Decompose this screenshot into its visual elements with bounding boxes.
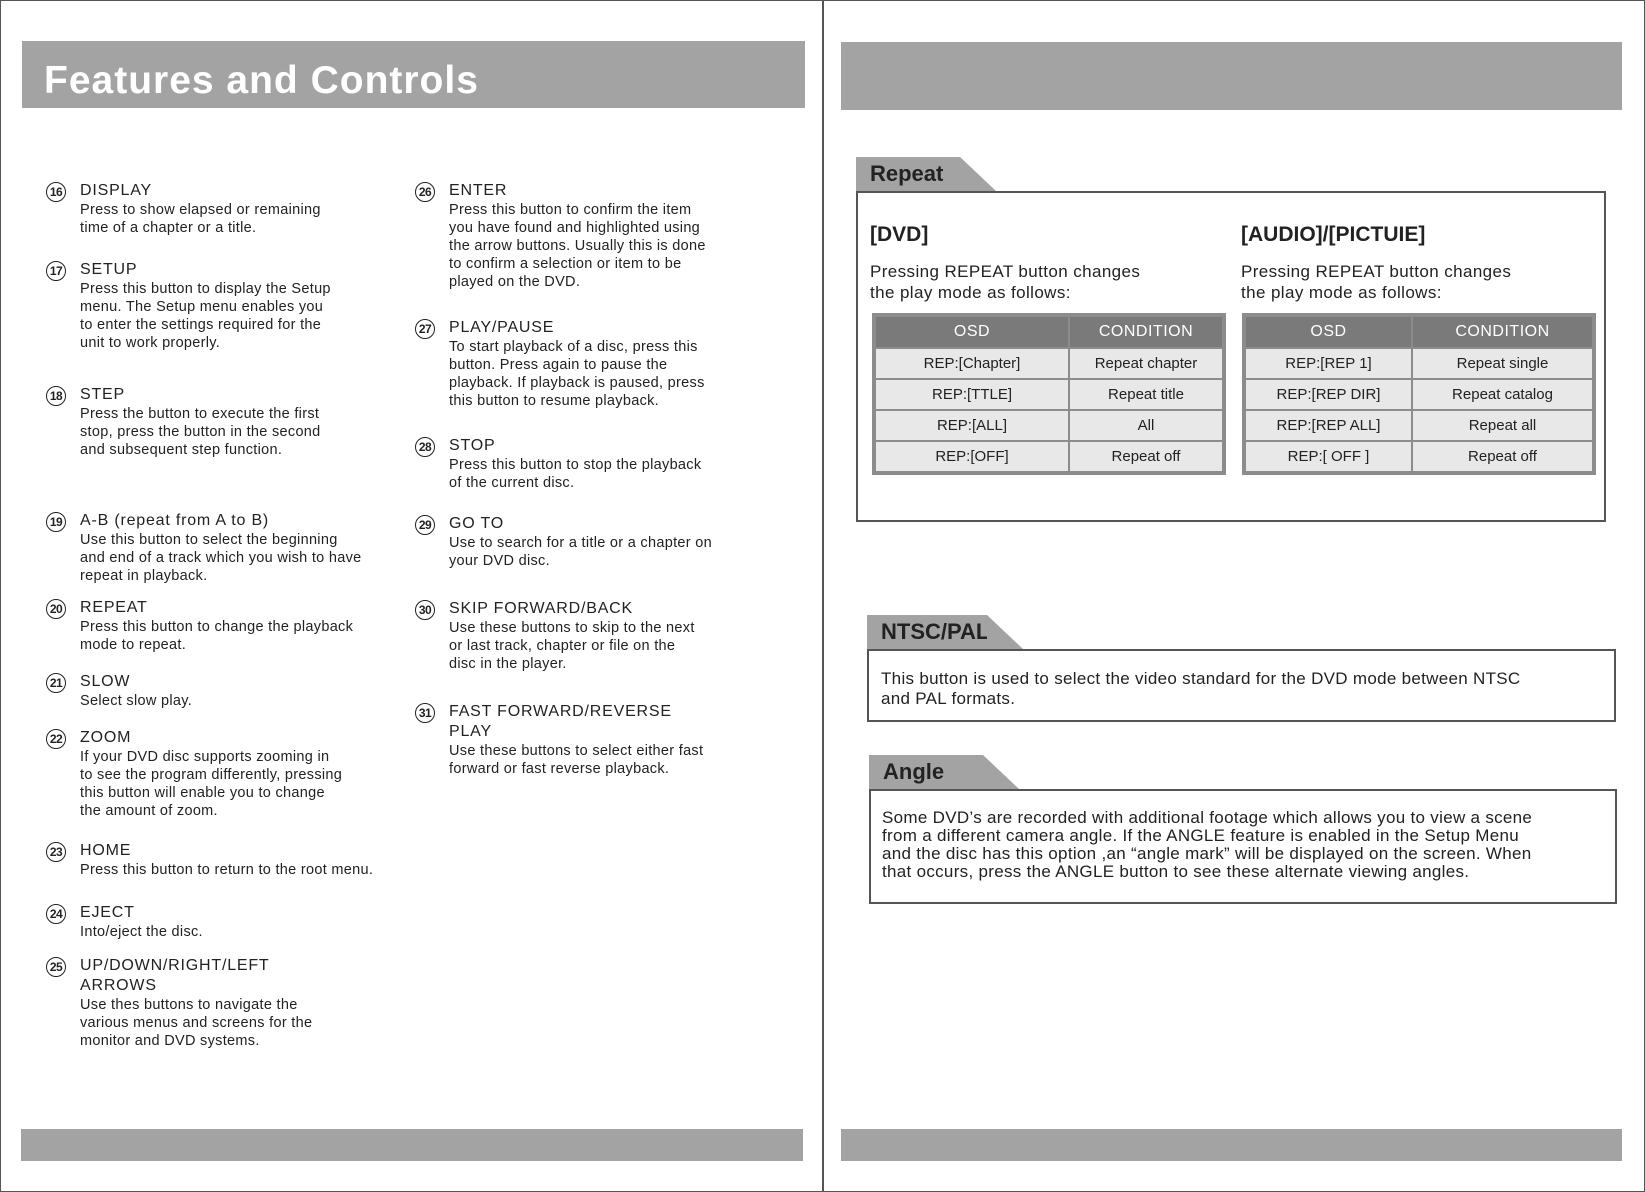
- item-description-line: forward or fast reverse playback.: [449, 761, 670, 777]
- item-number-badge: 20: [46, 599, 66, 619]
- angle-description-line: Some DVD’s are recorded with additional footage which allows you to view a scene: [882, 808, 1533, 827]
- condition-cell: Repeat off: [1070, 442, 1222, 471]
- item-title: UP/DOWN/RIGHT/LEFT ARROWS: [80, 957, 270, 994]
- control-item: [46, 841, 373, 879]
- ntsc-tab: NTSC/PAL: [867, 615, 987, 649]
- angle-tab: Angle: [869, 755, 983, 789]
- table-row: [1246, 349, 1592, 378]
- dvd-description-line: Pressing REPEAT button changes: [870, 262, 1141, 281]
- control-item: [415, 436, 701, 492]
- item-title: PLAY/PAUSE: [449, 319, 555, 336]
- item-title: SLOW: [80, 673, 131, 690]
- repeat-tab: Repeat: [856, 157, 960, 191]
- angle-description: [882, 809, 1532, 881]
- angle-tab-slant: [983, 755, 1019, 789]
- control-item: [415, 318, 705, 410]
- audio-description: [1241, 261, 1511, 303]
- item-title: SETUP: [80, 261, 138, 278]
- condition-cell: All: [1070, 411, 1222, 440]
- item-description-line: Select slow play.: [80, 693, 193, 709]
- control-item: [46, 956, 312, 1050]
- item-number-badge: 22: [46, 729, 66, 749]
- table-row: [876, 411, 1222, 440]
- header-bar: [22, 41, 805, 108]
- item-description-line: playback. If playback is paused, press: [449, 375, 705, 391]
- item-description-line: Into/eject the disc.: [80, 924, 203, 940]
- audio-repeat-table: [1242, 313, 1596, 475]
- item-title: EJECT: [80, 904, 135, 921]
- condition-cell: Repeat catalog: [1413, 380, 1592, 409]
- ntsc-description: [881, 669, 1521, 709]
- item-number-badge: 21: [46, 673, 66, 693]
- dvd-repeat-table: [872, 313, 1226, 475]
- condition-cell: Repeat chapter: [1070, 349, 1222, 378]
- item-description: [449, 534, 712, 570]
- repeat-box: [856, 191, 1606, 522]
- item-description-line: the amount of zoom.: [80, 803, 218, 819]
- item-description-line: the arrow buttons. Usually this is done: [449, 238, 706, 254]
- dvd-col-osd: OSD: [876, 317, 1068, 347]
- item-description-line: played on the DVD.: [449, 274, 581, 290]
- item-description-line: button. Press again to pause the: [449, 357, 668, 373]
- item-description-line: menu. The Setup menu enables you: [80, 299, 324, 315]
- item-description-line: this button will enable you to change: [80, 785, 325, 801]
- item-title: STEP: [80, 386, 125, 403]
- condition-cell: Repeat single: [1413, 349, 1592, 378]
- item-description-line: to see the program differently, pressing: [80, 767, 343, 783]
- item-number-badge: 29: [415, 515, 435, 535]
- osd-cell: REP:[REP 1]: [1246, 349, 1411, 378]
- item-number-badge: 27: [415, 319, 435, 339]
- item-number-badge: 26: [415, 182, 435, 202]
- item-description: [449, 619, 695, 673]
- repeat-tab-slant: [960, 157, 996, 191]
- table-row: [1246, 411, 1592, 440]
- item-description-line: various menus and screens for the: [80, 1015, 313, 1031]
- item-description-line: Use to search for a title or a chapter on: [449, 535, 712, 551]
- item-number-badge: 16: [46, 182, 66, 202]
- item-description-line: Use this button to select the beginning: [80, 532, 338, 548]
- osd-cell: REP:[REP ALL]: [1246, 411, 1411, 440]
- angle-description-line: from a different camera angle. If the ANGLE feature is enabled in the Setup Menu: [882, 826, 1519, 845]
- item-description-line: unit to work properly.: [80, 335, 221, 351]
- control-item: [415, 514, 712, 570]
- control-item: [46, 385, 321, 459]
- item-description-line: To start playback of a disc, press this: [449, 339, 698, 355]
- table-row: [876, 380, 1222, 409]
- control-item: [415, 702, 703, 778]
- item-description-line: disc in the player.: [449, 656, 567, 672]
- item-description-line: this button to resume playback.: [449, 393, 659, 409]
- control-item: [46, 511, 362, 585]
- item-description-line: and subsequent step function.: [80, 442, 283, 458]
- item-description: [80, 923, 203, 941]
- item-number-badge: 28: [415, 437, 435, 457]
- control-item: [46, 728, 342, 820]
- osd-cell: REP:[Chapter]: [876, 349, 1068, 378]
- item-description-line: Press this button to display the Setup: [80, 281, 331, 297]
- table-row: [876, 442, 1222, 471]
- item-description: [80, 996, 312, 1050]
- footer-bar-left: [21, 1129, 803, 1161]
- item-title: REPEAT: [80, 599, 148, 616]
- control-item: [46, 181, 321, 237]
- item-description-line: monitor and DVD systems.: [80, 1033, 260, 1049]
- table-row: [1246, 442, 1592, 471]
- item-description-line: Use these buttons to skip to the next: [449, 620, 695, 636]
- item-description-line: of the current disc.: [449, 475, 575, 491]
- angle-description-line: and the disc has this option ,an “angle mark” will be displayed on the screen. When: [882, 844, 1532, 863]
- item-description-line: Press the button to execute the first: [80, 406, 320, 422]
- item-description-line: Use thes buttons to navigate the: [80, 997, 298, 1013]
- audio-col-condition: CONDITION: [1413, 317, 1592, 347]
- osd-cell: REP:[OFF]: [876, 442, 1068, 471]
- condition-cell: Repeat all: [1413, 411, 1592, 440]
- control-item: [415, 599, 695, 673]
- table-row: [876, 349, 1222, 378]
- page-title: Features and Controls: [44, 59, 479, 102]
- item-description-line: If your DVD disc supports zooming in: [80, 749, 330, 765]
- item-description-line: stop, press the button in the second: [80, 424, 321, 440]
- condition-cell: Repeat title: [1070, 380, 1222, 409]
- dvd-description-line: the play mode as follows:: [870, 283, 1071, 302]
- item-description-line: you have found and highlighted using: [449, 220, 701, 236]
- item-description: [449, 201, 706, 291]
- item-description: [449, 456, 701, 492]
- condition-cell: Repeat off: [1413, 442, 1592, 471]
- control-item: [46, 903, 203, 941]
- right-page: [822, 0, 1645, 1192]
- item-number-badge: 25: [46, 957, 66, 977]
- item-description-line: Press this button to stop the playback: [449, 457, 702, 473]
- osd-cell: REP:[REP DIR]: [1246, 380, 1411, 409]
- item-title: ZOOM: [80, 729, 132, 746]
- item-description-line: Press this button to confirm the item: [449, 202, 692, 218]
- footer-bar-right: [841, 1129, 1622, 1161]
- item-number-badge: 31: [415, 703, 435, 723]
- audio-description-line: Pressing REPEAT button changes: [1241, 262, 1512, 281]
- item-description: [449, 338, 705, 410]
- item-title: ENTER: [449, 182, 508, 199]
- item-title: HOME: [80, 842, 132, 859]
- item-number-badge: 24: [46, 904, 66, 924]
- left-page: [0, 0, 822, 1192]
- item-title: A-B (repeat from A to B): [80, 512, 270, 529]
- item-number-badge: 30: [415, 600, 435, 620]
- item-description-line: or last track, chapter or file on the: [449, 638, 676, 654]
- item-description-line: Use these buttons to select either fast: [449, 743, 704, 759]
- control-item: [415, 181, 706, 291]
- item-description: [80, 201, 321, 237]
- osd-cell: REP:[TTLE]: [876, 380, 1068, 409]
- item-title: DISPLAY: [80, 182, 152, 199]
- item-description: [80, 618, 353, 654]
- item-description: [80, 405, 321, 459]
- control-item: [46, 598, 353, 654]
- ntsc-description-line: This button is used to select the video standard for the DVD mode between NTSC: [881, 669, 1521, 688]
- item-title: STOP: [449, 437, 496, 454]
- item-description-line: Press this button to return to the root menu.: [80, 862, 374, 878]
- angle-box: [869, 789, 1617, 904]
- item-description: [80, 531, 362, 585]
- item-number-badge: 23: [46, 842, 66, 862]
- audio-col-osd: OSD: [1246, 317, 1411, 347]
- table-row: [1246, 380, 1592, 409]
- item-title: SKIP FORWARD/BACK: [449, 600, 634, 617]
- item-description: [80, 692, 192, 710]
- item-description-line: repeat in playback.: [80, 568, 208, 584]
- dvd-description: [870, 261, 1140, 303]
- item-description-line: time of a chapter or a title.: [80, 220, 257, 236]
- item-number-badge: 17: [46, 261, 66, 281]
- audio-heading: [AUDIO]/[PICTUIE]: [1241, 223, 1426, 246]
- ntsc-box: [867, 649, 1616, 722]
- item-title: GO TO: [449, 515, 504, 532]
- item-number-badge: 18: [46, 386, 66, 406]
- dvd-col-condition: CONDITION: [1070, 317, 1222, 347]
- control-item: [46, 672, 192, 710]
- item-number-badge: 19: [46, 512, 66, 532]
- item-description-line: Press to show elapsed or remaining: [80, 202, 321, 218]
- item-description: [80, 280, 331, 352]
- header-bar-right: [841, 42, 1622, 110]
- item-description-line: your DVD disc.: [449, 553, 550, 569]
- ntsc-tab-slant: [987, 615, 1023, 649]
- ntsc-description-line: and PAL formats.: [881, 689, 1016, 708]
- control-item: [46, 260, 331, 352]
- osd-cell: REP:[ OFF ]: [1246, 442, 1411, 471]
- item-description: [449, 742, 703, 778]
- osd-cell: REP:[ALL]: [876, 411, 1068, 440]
- audio-description-line: the play mode as follows:: [1241, 283, 1442, 302]
- item-description: [80, 861, 373, 879]
- item-description: [80, 748, 342, 820]
- angle-description-line: that occurs, press the ANGLE button to see these alternate viewing angles.: [882, 862, 1470, 881]
- item-title: FAST FORWARD/REVERSE PLAY: [449, 703, 672, 740]
- item-description-line: to enter the settings required for the: [80, 317, 322, 333]
- item-description-line: to confirm a selection or item to be: [449, 256, 682, 272]
- item-description-line: mode to repeat.: [80, 637, 187, 653]
- item-description-line: and end of a track which you wish to have: [80, 550, 362, 566]
- dvd-heading: [DVD]: [870, 223, 929, 246]
- item-description-line: Press this button to change the playback: [80, 619, 354, 635]
